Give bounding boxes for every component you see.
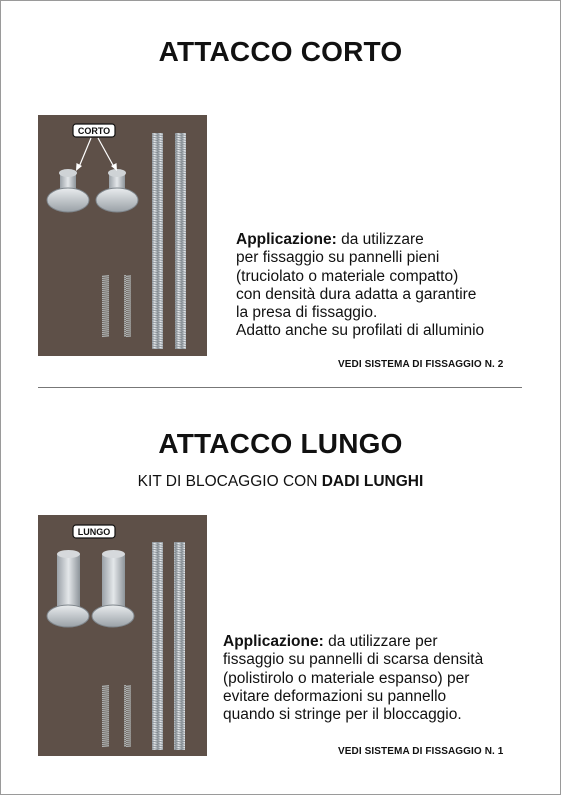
photo-long-attachment — [38, 515, 207, 756]
description-line: evitare deformazioni su pannello — [223, 687, 447, 705]
description-line: con densità dura adatta a garantire — [236, 285, 477, 303]
set-screw — [124, 275, 131, 337]
description-line: fissaggio su pannelli di scarsa densità — [223, 651, 484, 669]
description-line: Applicazione: da utilizzare per — [223, 633, 438, 650]
section-subtitle-long: KIT DI BLOCAGGIO CON DADI LUNGHI — [137, 473, 424, 490]
photo-tag-label: LUNGO — [77, 527, 111, 537]
section-title-short: ATTACCO CORTO — [158, 36, 403, 67]
description-line: (polistirolo o materiale espanso) per — [223, 669, 470, 687]
description-line: per fissaggio su pannelli pieni — [236, 249, 440, 267]
threaded-rod — [174, 542, 185, 750]
description-line: Adatto anche su profilati di alluminio — [236, 322, 485, 340]
description-line: la presa di fissaggio. — [236, 304, 378, 322]
threaded-rod — [152, 542, 163, 750]
section-divider — [38, 387, 522, 388]
fixing-system-note-long: VEDI SISTEMA DI FISSAGGIO N. 1 — [338, 746, 504, 757]
description-lead: Applicazione: — [236, 231, 337, 248]
description-line: quando si stringe per il bloccaggio. — [223, 706, 462, 724]
description-line: Applicazione: da utilizzare — [236, 231, 424, 248]
set-screw — [124, 685, 131, 747]
set-screw — [102, 685, 109, 747]
set-screw — [102, 275, 109, 337]
photo-tag-label: CORTO — [77, 126, 111, 136]
description-short — [236, 231, 484, 341]
section-title-long: ATTACCO LUNGO — [158, 428, 403, 459]
fixing-system-note-short: VEDI SISTEMA DI FISSAGGIO N. 2 — [338, 359, 504, 370]
description-lead: Applicazione: — [223, 633, 324, 650]
threaded-rod — [152, 133, 163, 349]
description-line: (truciolato o materiale compatto) — [236, 267, 459, 285]
description-long — [223, 633, 483, 724]
threaded-rod — [175, 133, 186, 349]
photo-short-attachment — [38, 115, 207, 356]
